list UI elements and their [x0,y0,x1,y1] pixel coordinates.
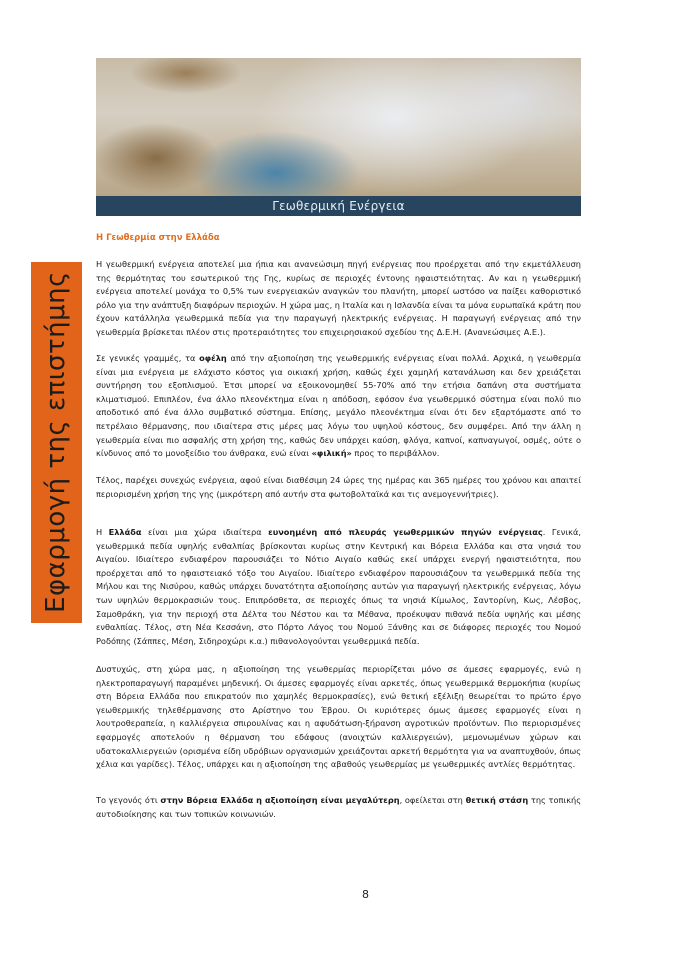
paragraph-continuous: Τέλος, παρέχει συνεχώς ενέργεια, αφού είναι διαθέσιμη 24 ώρες της ημέρας και 365 ημέρες του χρόνου και απαιτεί περιορισμένη χρήση της γης (μικρότερη από αυτήν στα φωτοβολταϊκά και τις ανεμογεννήτριες). [96,475,581,499]
text: προς το περιβάλλον. [351,448,440,459]
bold-text: Ελλάδα [108,527,142,537]
text: Η [96,527,109,537]
bold-text: οφέλη [199,353,227,363]
bold-text: ευνοημένη από πλευράς γεωθερμικών πηγών ενέργειας [268,527,543,537]
text: της τοπικής αυτοδιοίκησης και των τοπικών κοινωνιών. [96,795,582,819]
text: Σε γενικές γραμμές, τα [96,353,200,363]
bold-text: «φιλική» [311,448,352,459]
bold-text: στην Βόρεια Ελλάδα η αξιοποίηση είναι μεγαλύτερη [160,795,400,805]
paragraph-conclusion [96,794,581,821]
geothermal-spring-photo [96,58,581,196]
paragraph-greece [96,526,581,648]
hero-image [96,58,581,216]
text: . Γενικά, γεωθερμικά πεδία υψηλής ενθαλπίας βρίσκονται κυρίως στην Κεντρική και Βόρεια Ελλάδα και στα νησιά του Αιγαίου. Ιδιαίτερο ενδιαφέρον παρουσιάζει το Νότιο Αιγαίο καθώς εκεί υπάρχει ενεργή ηφαιστειότητα, που προέρχεται από το ηφαιστειακό τόξο του Αιγαίου. Ιδιαίτερο ενδιαφέρον παρουσιάζουν τα γεωθερμικά πεδία της Μήλου και της Νισύρου, καθώς υπάρχει δυνατότητα αξιοποίησης αυτών για παραγωγή ηλεκτρικής ενέργειας, λόγω των υψηλών θερμοκρασιών τους. Επιπρόσθετα, σε περιοχές όπως τα νησιά Κίμωλος, Σαντορίνη, Κως, Λέσβος, Σαμοθράκη, για την περιοχή στα Δέλτα του Νέστου και τα Μέθανα, προέκυψαν πιθανά πεδία υψηλής και μέσης ενθαλπίας. Τέλος, στη Νέα Κεσσάνη, στο Πόρτο Λάγος του Νομού Ξάνθης και σε διάφορες περιοχές του Νομού Ροδόπης (Σάππες, Μέση, Σιδηροχώρι κ.α.) πιθανολογούνται γεωθερμικά πεδία. [96,527,581,646]
paragraph-applications: Δυστυχώς, στη χώρα μας, η αξιοποίηση της γεωθερμίας περιορίζεται μόνο σε άμεσες εφαρμογές, ενώ η ηλεκτροπαραγωγή παραμένει μηδενική. Οι άμεσες εφαρμογές είναι αρκετές, όπως γεωθερμικά θερμοκήπια (κυρίως στη Βόρεια Ελλάδα που επικρατούν πιο χαμηλές θερμοκρασίες), ενώ θετική εξέλιξη θεωρείται το πρώτο έργο γεωθερμικής τηλεθέρμανσης στο Αρίστηνο του Έβρου. Οι κυριότερες όμως άμεσες εφαρμογές είναι η λουτροθεραπεία, η καλλιέργεια σπιρουλίνας και η αφυδάτωση-ξήρανση αγροτικών προϊόντων. Πιο περιορισμένες εφαρμογές αποτελούν η θέρμανση του εδάφους (ανοιχτών καλλιεργειών), μεμονωμένων χώρων και υδατοκαλλιεργειών (ορισμένα είδη υδρόβιων οργανισμών χρειάζονται αρκετή θερμότητα για να αναπτυχθούν, όπως χέλια και γαρίδες). Τέλος, υπάρχει και η αξιοποίηση της αβαθούς γεωθερμίας με γεωθερμικές αντλίες θερμότητας. [96,664,581,770]
side-banner-label: Εφαρμογή της επιστήμης [41,271,71,613]
page-number: 8 [362,888,369,901]
text: είναι μια χώρα ιδιαίτερα [141,527,269,537]
paragraph-intro: Η γεωθερμική ενέργεια αποτελεί μια ήπια και ανανεώσιμη πηγή ενέργειας που προέρχεται από την εκμετάλλευση της θερμότητας του εσωτερικού της Γης, κυρίως σε περιοχές έντονης ηφαιστειότητας. Αν και η γεωθερμική ενέργεια αποτελεί μονάχα το 0,5% των ενεργειακών αναγκών του πλανήτη, μπορεί ωστόσο να παίξει καθοριστικό ρόλο για την ανάπτυξη διαφόρων περιοχών. Η χώρα μας, η Ιταλία και η Ισλανδία είναι τα μόνα ευρωπαϊκά κράτη που έχουν κατάλληλα γεωθερμικά πεδία για την παραγωγή ηλεκτρικής ενέργειας. Η παραγωγή ενέργειας από την γεωθερμία βρίσκεται πλέον στις προτεραιότητες του επιχειρησιακού σχεδίου της Δ.Ε.Η. (Ανανεώσιμες Α.Ε.). [96,259,581,337]
bold-text: θετική στάση [465,795,529,805]
hero-caption: Γεωθερμική Ενέργεια [96,196,581,216]
text: Το γεγονός ότι [96,795,161,805]
paragraph-benefits [96,352,581,461]
text: , οφείλεται στη [399,795,466,805]
text: από την αξιοποίηση της γεωθερμικής ενέργειας είναι πολλά. Αρχικά, η γεωθερμία είναι μια ενέργεια με ελάχιστο κόστος για οικιακή χρήση, καθώς έχει χαμηλή κατανάλωση και δεν χρειάζεται συντήρηση του εξοπλισμού. Έτσι μπορεί να εξοικονομηθεί 55-70% από την ετήσια δαπάνη στα συστήματα κλιματισμού. Επιπλέον, ένα άλλο πλεονέκτημα είναι η απόδοση, εφόσον ένα γεωθερμικό σύστημα είναι πολύ πιο αποδοτικό από ένα άλλο συμβατικό σύστημα. Επίσης, μεγάλο πλεονέκτημα είναι ότι δεν εξαρτόμαστε από το πετρέλαιο θέρμανσης, που ιδιαίτερα στις μέρες μας λόγω του υψηλού κόστους, δεν συμφέρει. Από την άλλη η γεωθερμία είναι πιο ασφαλής στη χρήση της, καθώς δεν υπάρχει καύση, φλόγα, καπνοί, καπναγωγοί, οσμές, ούτε ο κίνδυνος από το μονοξείδιο του άνθρακα, ενώ είναι [96,353,581,459]
section-heading: Η Γεωθερμία στην Ελλάδα [96,233,220,243]
